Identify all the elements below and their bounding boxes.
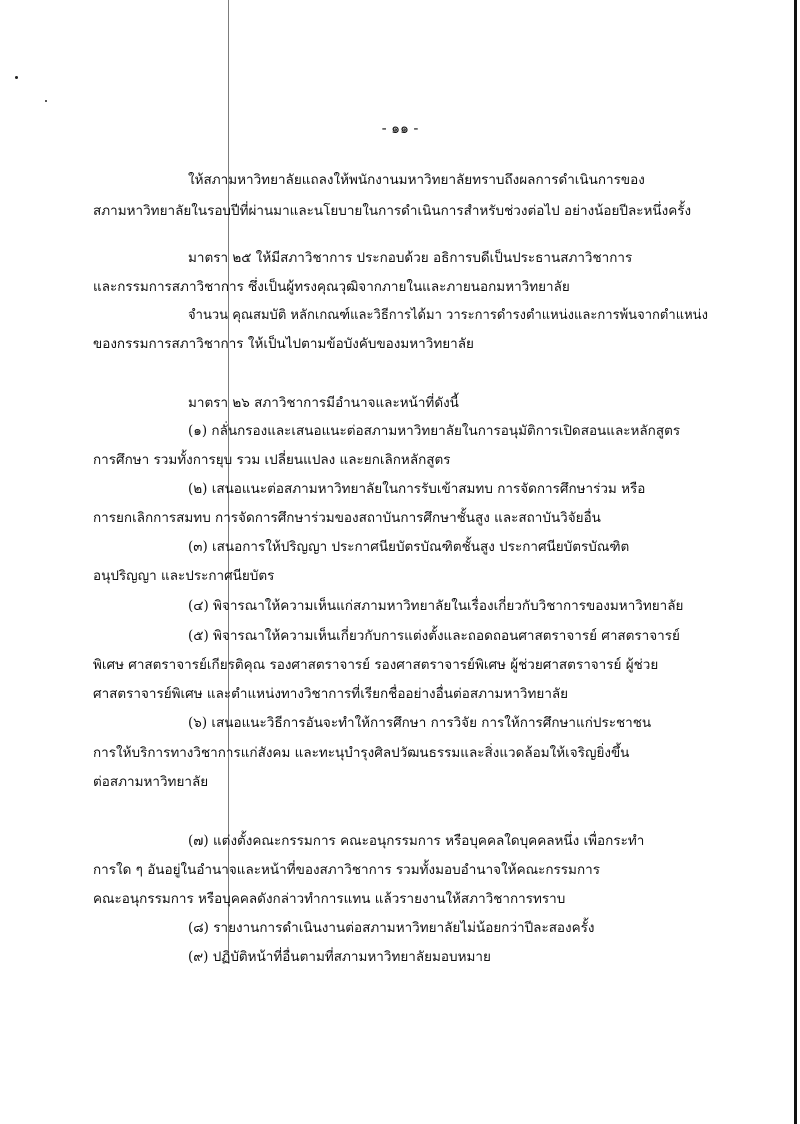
paragraph-line: คณะอนุกรรมการ หรือบุคคลดังกล่าวทำการแทน แล้วรายงานให้สภาวิชาการทราบ: [93, 891, 566, 907]
list-item: (๖) เสนอแนะวิธีการอันจะทำให้การศึกษา การวิจัย การให้การศึกษาแก่ประชาชน: [188, 715, 652, 731]
scan-speck: [15, 76, 18, 79]
paragraph-line: การให้บริการทางวิชาการแก่สังคม และทะนุบำรุงศิลปวัฒนธรรมและสิ่งแวดล้อมให้เจริญยิ่งขึ้น: [93, 745, 630, 761]
list-item: (๓) เสนอการให้ปริญญา ประกาศนียบัตรบัณฑิตชั้นสูง ประกาศนียบัตรบัณฑิต: [188, 539, 630, 555]
paragraph-line: การใด ๆ อันอยู่ในอำนาจและหน้าที่ของสภาวิชาการ รวมทั้งมอบอำนาจให้คณะกรรมการ: [93, 862, 600, 878]
list-item: (๕) พิจารณาให้ความเห็นเกี่ยวกับการแต่งตั้งและถอดถอนศาสตราจารย์ ศาสตราจารย์: [188, 628, 680, 644]
scan-speck: [45, 100, 47, 102]
paragraph-line: การยกเลิกการสมทบ การจัดการศึกษาร่วมของสถาบันการศึกษาชั้นสูง และสถาบันวิจัยอื่น: [93, 510, 601, 526]
list-item: (๒) เสนอแนะต่อสภามหาวิทยาลัยในการรับเข้าสมทบ การจัดการศึกษาร่วม หรือ: [188, 481, 646, 497]
paragraph-line: การศึกษา รวมทั้งการยุบ รวม เปลี่ยนแปลง และยกเลิกหลักสูตร: [93, 452, 451, 468]
paragraph-line: ของกรรมการสภาวิชาการ ให้เป็นไปตามข้อบังคับของมหาวิทยาลัย: [93, 336, 474, 352]
list-item: (๙) ปฏิบัติหน้าที่อื่นตามที่สภามหาวิทยาลัยมอบหมาย: [188, 949, 491, 965]
paragraph-line: อนุปริญญา และประกาศนียบัตร: [93, 568, 275, 584]
paragraph-line: พิเศษ ศาสตราจารย์เกียรติคุณ รองศาสตราจารย์ รองศาสตราจารย์พิเศษ ผู้ช่วยศาสตราจารย์ ผู้ช่วย: [93, 657, 659, 673]
paragraph-line: ให้สภามหาวิทยาลัยแถลงให้พนักงานมหาวิทยาลัยทราบถึงผลการดำเนินการของ: [188, 172, 645, 188]
list-item: (๗) แต่งตั้งคณะกรรมการ คณะอนุกรรมการ หรือบุคคลใดบุคคลหนึ่ง เพื่อกระทำ: [188, 833, 645, 849]
list-item: (๔) พิจารณาให้ความเห็นแก่สภามหาวิทยาลัยในเรื่องเกี่ยวกับวิชาการของมหาวิทยาลัย: [188, 598, 684, 614]
list-item: (๘) รายงานการดำเนินงานต่อสภามหาวิทยาลัยไม่น้อยกว่าปีละสองครั้ง: [188, 920, 595, 936]
list-item: (๑) กลั่นกรองและเสนอแนะต่อสภามหาวิทยาลัยในการอนุมัติการเปิดสอนและหลักสูตร: [188, 423, 681, 439]
paragraph-line: และกรรมการสภาวิชาการ ซึ่งเป็นผู้ทรงคุณวุฒิจากภายในและภายนอกมหาวิทยาลัย: [93, 279, 570, 295]
page-number: - ๑๑ -: [381, 121, 419, 137]
section-heading-26: มาตรา ๒๖ สภาวิชาการมีอำนาจและหน้าที่ดังนี้: [188, 395, 459, 411]
paragraph-line: จำนวน คุณสมบัติ หลักเกณฑ์และวิธีการได้มา วาระการดำรงตำแหน่งและการพ้นจากตำแหน่ง: [188, 307, 708, 323]
section-heading-25: มาตรา ๒๕ ให้มีสภาวิชาการ ประกอบด้วย อธิการบดีเป็นประธานสภาวิชาการ: [188, 250, 633, 266]
paragraph-line: ต่อสภามหาวิทยาลัย: [93, 774, 209, 790]
scan-edge: [794, 0, 797, 1124]
paragraph-line: ศาสตราจารย์พิเศษ และตำแหน่งทางวิชาการที่เรียกชื่ออย่างอื่นต่อสภามหาวิทยาลัย: [93, 686, 569, 702]
paragraph-line: สภามหาวิทยาลัยในรอบปีที่ผ่านมาและนโยบายในการดำเนินการสำหรับช่วงต่อไป อย่างน้อยปีละหนึ่งครั้ง: [93, 203, 692, 219]
